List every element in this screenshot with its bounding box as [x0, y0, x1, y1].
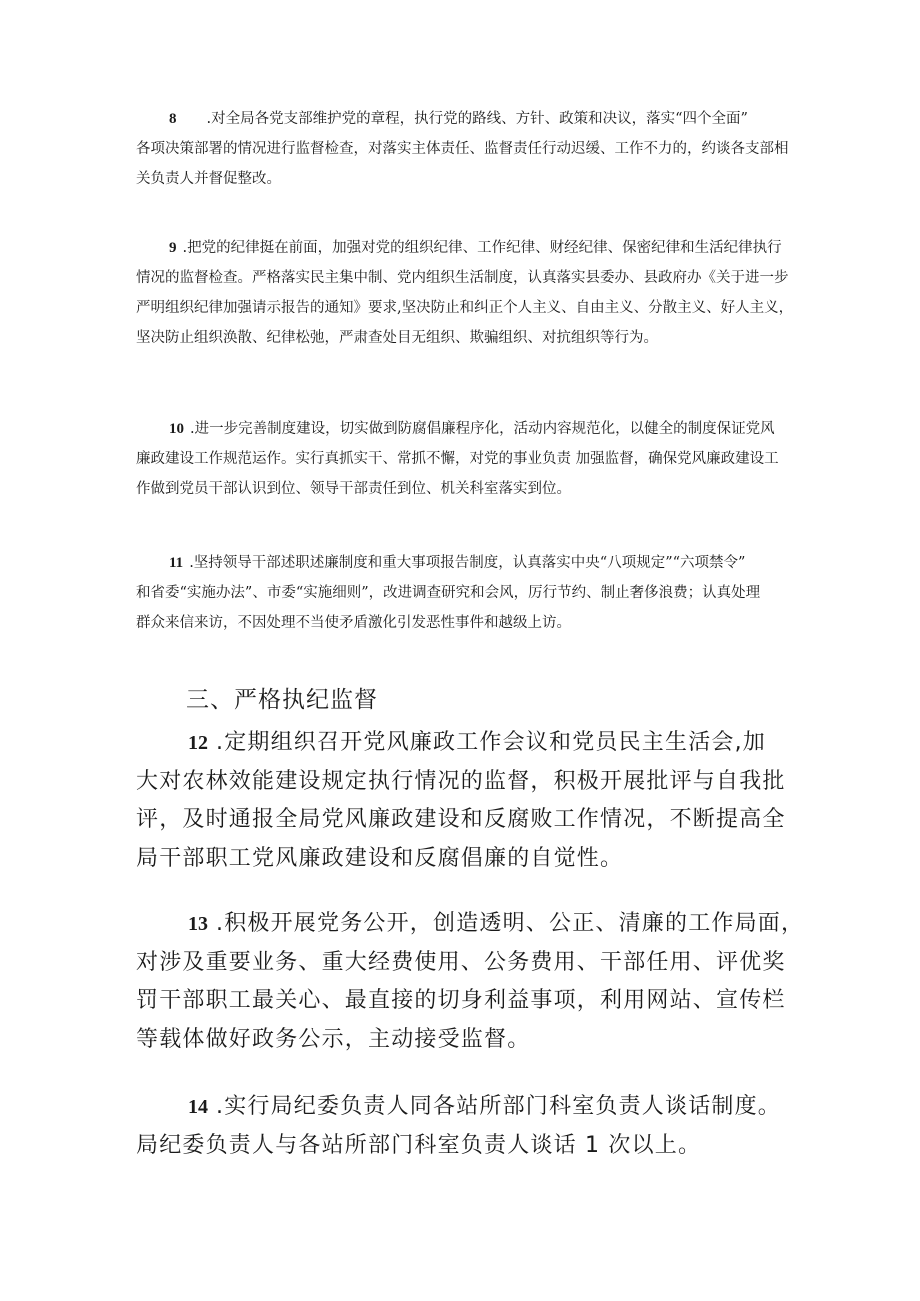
item-12-line-1: 12 .定期组织召开党风廉政工作会议和党员民主生活会,加 [188, 730, 766, 755]
item-10 [136, 414, 796, 504]
item-number: 12 [188, 732, 208, 754]
item-13-line-4: 等载体做好政务公示，主动接受监督。 [136, 1026, 531, 1052]
item-8-line-1: 8 .对全局各党支部维护党的章程，执行党的路线、方针、政策和决议，落实“四个全面” [169, 111, 748, 127]
item-11-line-1: 11 .坚持领导干部述职述廉制度和重大事项报告制度，认真落实中央“八项规定”“六项禁令” [169, 555, 746, 571]
item-10-line-2: 廉政建设工作规范运作。实行真抓实干、常抓不懈，对党的事业负责 加强监督，确保党风廉政建设工 [136, 451, 779, 467]
item-14-line-2: 局纪委负责人与各站所部门科室负责人谈话 1 次以上。 [136, 1132, 702, 1158]
item-8-line-2: 各项决策部署的情况进行监督检查，对落实主体责任、监督责任行动迟缓、工作不力的，约谈各支部相 [136, 141, 789, 157]
item-9-line-3: 严明组织纪律加强请示报告的通知》要求,坚决防止和纠正个人主义、自由主义、分散主义、好人主义， [136, 300, 794, 316]
item-number: 11 [169, 555, 184, 571]
item-12-line-3: 评，及时通报全局党风廉政建设和反腐败工作情况，不断提高全 [136, 807, 786, 832]
item-13-line-3: 罚干部职工最关心、最直接的切身利益事项，利用网站、宣传栏 [136, 988, 786, 1013]
item-number: 9 [169, 240, 177, 256]
section-heading: 三、严格执纪监督 [186, 687, 378, 713]
item-9-line-2: 情况的监督检查。严格落实民主集中制、党内组织生活制度，认真落实县委办、县政府办《关于进一步 [136, 270, 789, 286]
item-13-line-1: 13 .积极开展党务公开，创造透明、公正、清廉的工作局面， [188, 911, 805, 936]
item-12 [136, 724, 816, 878]
item-8 [136, 104, 796, 194]
item-number: 14 [188, 1096, 208, 1118]
item-number: 8 [169, 111, 177, 127]
item-10-line-3: 作做到党员干部认识到位、领导干部责任到位、机关科室落实到位。 [136, 481, 571, 497]
item-10-line-1: 10 .进一步完善制度建设，切实做到防腐倡廉程序化，活动内容规范化，以健全的制度保证党风 [169, 421, 775, 437]
item-9-line-1: 9 .把党的纪律挺在前面，加强对党的组织纪律、工作纪律、财经纪律、保密纪律和生活纪律执行 [169, 240, 782, 256]
item-11 [136, 548, 796, 638]
item-14-line-1: 14 .实行局纪委负责人同各站所部门科室负责人谈话制度。 [188, 1094, 781, 1119]
item-11-line-2: 和省委“实施办法”、市委“实施细则”，改进调查研究和会风，厉行节约、制止奢侈浪费；认真处理 [136, 585, 761, 601]
item-12-line-2: 大对农林效能建设规定执行情况的监督，积极开展批评与自我批 [136, 768, 786, 794]
item-13-line-2: 对涉及重要业务、重大经费使用、公务费用、干部任用、评优奖 [136, 949, 786, 975]
item-9-line-4: 坚决防止组织涣散、纪律松弛，严肃查处目无组织、欺骗组织、对抗组织等行为。 [136, 330, 658, 346]
item-14 [136, 1088, 816, 1165]
item-number: 10 [169, 421, 184, 437]
item-9 [136, 233, 796, 353]
item-number: 13 [188, 913, 208, 935]
item-11-line-3: 群众来信来访，不因处理不当使矛盾激化引发恶性事件和越级上访。 [136, 615, 571, 631]
item-12-line-4: 局干部职工党风廉政建设和反腐倡廉的自觉性。 [136, 845, 624, 871]
item-13 [136, 905, 816, 1059]
item-8-line-3: 关负责人并督促整改。 [136, 171, 281, 187]
